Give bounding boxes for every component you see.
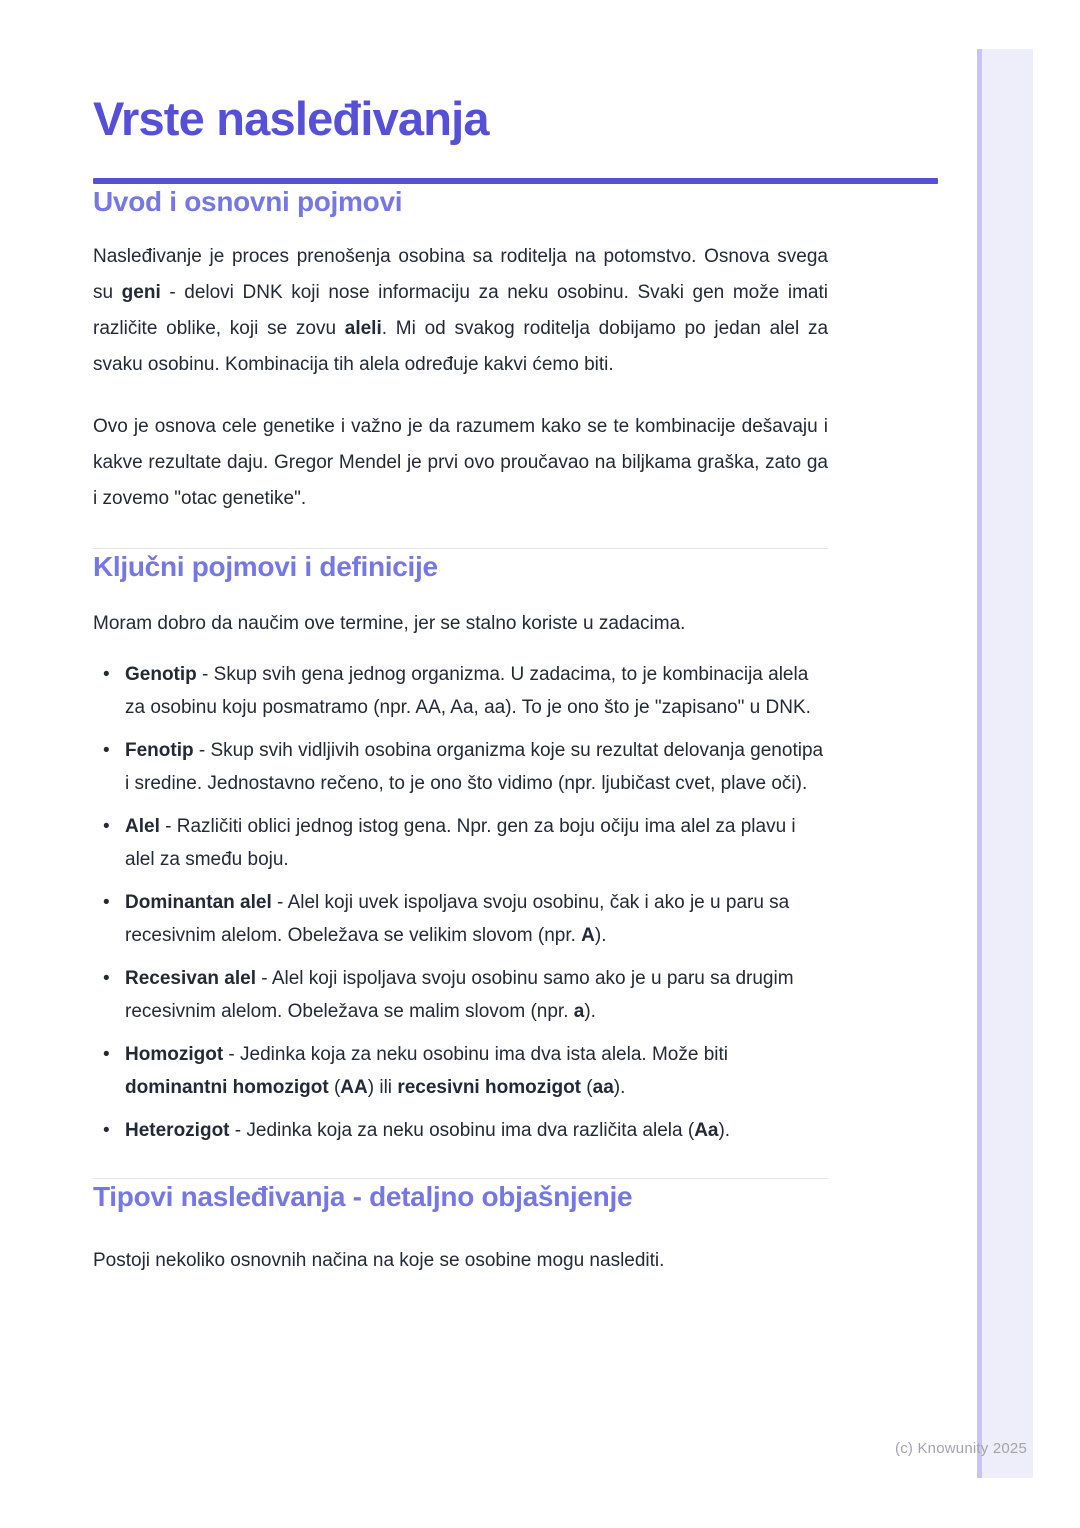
intro-paragraph-1: Nasleđivanje je proces prenošenja osobina sa roditelja na potomstvo. Osnova svega su geni - delovi DNK koji nose informaciju za neku osobinu. Svaki gen može imati različite oblike, koji se zovu aleli. Mi od svakog roditelja dobijamo po jedan alel za svaku osobinu. Kombinacija tih alela određuje kakvi ćemo biti.: [93, 246, 829, 375]
section-types: [93, 1179, 828, 1279]
section-heading-types: Tipovi nasleđivanja - detaljno objašnjenje: [93, 1181, 633, 1212]
intro-paragraph-2: Ovo je osnova cele genetike i važno je da razumem kako se te kombinacije dešavaju i kakve rezultate daju. Gregor Mendel je prvi ovo proučavao na biljkama graška, zato ga i zovemo "otac genetike".: [93, 416, 828, 509]
list-item-homozigot: • Homozigot - Jedinka koja za neku osobinu ima dva ista alela. Može biti dominantni homozigot (AA) ili recesivni homozigot (aa).: [93, 1038, 828, 1104]
section-heading-key-terms: Ključni pojmovi i definicije: [93, 551, 438, 582]
section-heading-intro: Uvod i osnovni pojmovi: [93, 186, 403, 217]
footer-credit: (c) Knowunity 2025: [895, 1440, 1028, 1457]
list-item-genotip: • Genotip - Skup svih gena jednog organizma. U zadacima, to je kombinacija alela za osobinu koju posmatramo (npr. AA, Aa, aa). To je ono što je "zapisano" u DNK.: [93, 658, 828, 724]
side-accent-strip: [977, 49, 1033, 1478]
section-intro: [93, 184, 828, 517]
types-lead: Postoji nekoliko osnovnih načina na koje se osobine mogu naslediti.: [93, 1250, 665, 1271]
document-page: [93, 0, 828, 1279]
key-terms-lead: Moram dobro da naučim ove termine, jer se stalno koriste u zadacima.: [93, 613, 686, 634]
page-title: Vrste nasleđivanja: [93, 92, 489, 145]
list-item-alel: • Alel - Različiti oblici jednog istog gena. Npr. gen za boju očiju ima alel za plavu i alel za smeđu boju.: [93, 810, 828, 876]
list-item-heterozigot: • Heterozigot - Jedinka koja za neku osobinu ima dva različita alela (Aa).: [93, 1114, 828, 1147]
section-key-terms: [93, 549, 828, 1147]
list-item-recesivan-alel: • Recesivan alel - Alel koji ispoljava svoju osobinu samo ako je u paru sa drugim recesivnim alelom. Obeležava se malim slovom (npr. a).: [93, 962, 828, 1028]
list-item-dominantan-alel: • Dominantan alel - Alel koji uvek ispoljava svoju osobinu, čak i ako je u paru sa recesivnim alelom. Obeležava se velikim slovom (npr. A).: [93, 886, 828, 952]
term-list: [93, 658, 828, 1147]
list-item-fenotip: • Fenotip - Skup svih vidljivih osobina organizma koje su rezultat delovanja genotipa i sredine. Jednostavno rečeno, to je ono što vidimo (npr. ljubičast cvet, plave oči).: [93, 734, 828, 800]
